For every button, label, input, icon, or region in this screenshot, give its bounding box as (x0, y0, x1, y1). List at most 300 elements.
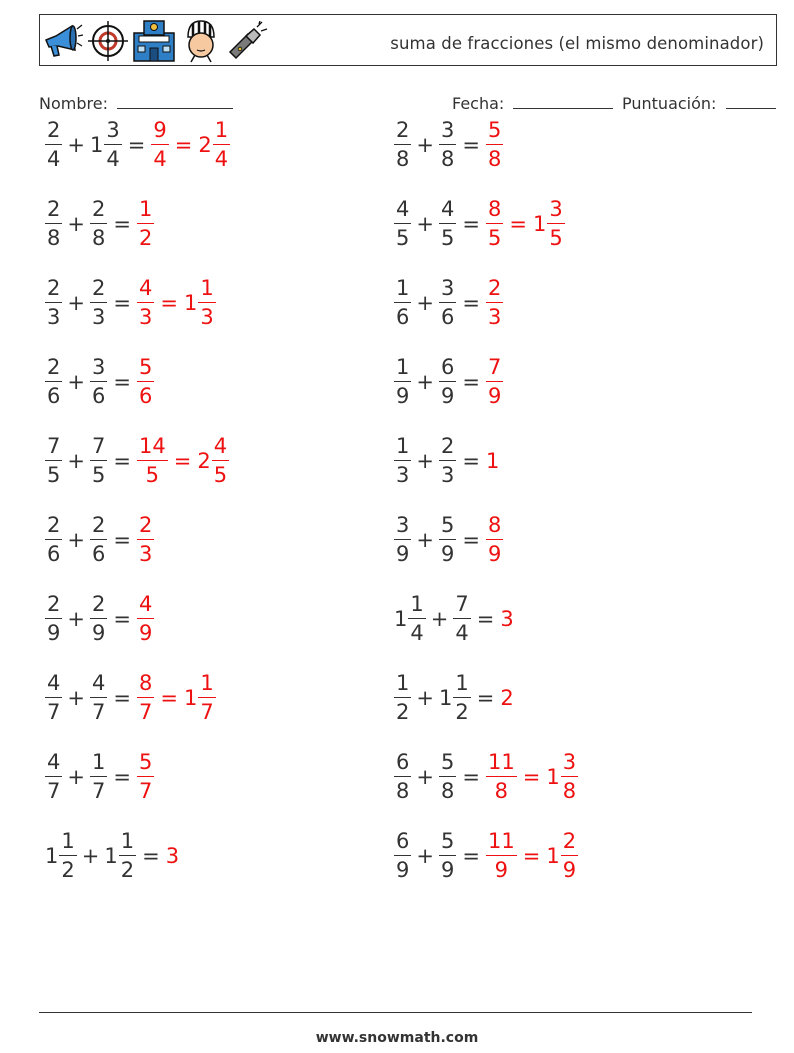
numerator: 4 (440, 196, 455, 221)
footer-url[interactable]: www.snowmath.com (315, 1030, 479, 1046)
numerator: 3 (440, 275, 455, 300)
fraction (453, 591, 470, 646)
denominator: 9 (487, 542, 502, 567)
whole-number: 1 (438, 686, 453, 710)
fraction (45, 433, 62, 488)
numerator: 3 (396, 512, 410, 537)
date-field[interactable] (452, 94, 613, 113)
fraction (137, 275, 154, 330)
equals-sign: = (113, 370, 131, 394)
fraction (394, 828, 411, 883)
operand (394, 828, 411, 883)
equals-sign: = (462, 449, 480, 473)
numerator: 8 (487, 512, 502, 537)
numerator: 5 (138, 749, 153, 774)
megaphone-icon (42, 20, 84, 62)
fraction (439, 828, 456, 883)
fraction (561, 828, 578, 883)
operand (45, 354, 62, 409)
fraction (394, 117, 411, 172)
fraction (45, 749, 62, 804)
whole-number: 1 (546, 765, 560, 789)
problem-20 (394, 826, 578, 886)
operand (45, 196, 62, 251)
numerator: 3 (549, 196, 563, 221)
numerator: 1 (138, 196, 153, 221)
denominator: 3 (487, 305, 502, 330)
operand (45, 275, 62, 330)
date-blank[interactable] (513, 94, 613, 109)
problem-13 (394, 273, 503, 333)
problem-16 (394, 510, 503, 570)
numerator: 8 (138, 670, 153, 695)
problem-4 (45, 352, 154, 412)
fraction (439, 354, 456, 409)
equals-sign: = (113, 686, 131, 710)
denominator: 5 (440, 226, 455, 251)
denominator: 3 (396, 463, 410, 488)
numerator: 2 (91, 512, 106, 537)
answer-term (137, 749, 154, 804)
answer-term (183, 670, 216, 725)
answer-term (137, 670, 154, 725)
flashlight-icon (226, 21, 268, 61)
denominator: 3 (440, 463, 455, 488)
worksheet-title: suma de fracciones (el mismo denominador) (390, 34, 764, 53)
whole-number: 2 (198, 133, 212, 157)
fraction (137, 670, 154, 725)
operand (45, 117, 62, 172)
score-blank[interactable] (726, 94, 776, 109)
operand (90, 433, 107, 488)
equals-sign: = (113, 449, 131, 473)
denominator: 7 (138, 700, 153, 725)
fraction (90, 433, 107, 488)
fraction (486, 196, 503, 251)
fraction (439, 433, 456, 488)
denominator: 6 (47, 384, 61, 409)
fraction (137, 354, 154, 409)
denominator: 6 (396, 305, 410, 330)
numerator: 5 (440, 512, 455, 537)
answer-whole: 3 (500, 607, 514, 631)
problem-9 (45, 747, 154, 807)
whole-number: 1 (532, 212, 547, 236)
operand (439, 196, 456, 251)
fraction (90, 354, 107, 409)
denominator: 3 (91, 305, 106, 330)
fraction (137, 433, 168, 488)
plus-sign: + (81, 844, 100, 868)
fraction (90, 749, 107, 804)
answer-term (183, 275, 216, 330)
fraction (137, 512, 154, 567)
date-label: Fecha: (452, 94, 505, 113)
numerator: 1 (61, 828, 75, 853)
denominator: 8 (396, 147, 410, 172)
fraction (45, 117, 62, 172)
fraction (547, 196, 564, 251)
equals-sign: = (462, 212, 480, 236)
denominator: 3 (200, 305, 214, 330)
answer-term (486, 196, 503, 251)
numerator: 3 (91, 354, 106, 379)
problem-19 (394, 747, 578, 807)
fraction (90, 275, 107, 330)
numerator: 4 (47, 670, 61, 695)
operand (90, 670, 107, 725)
problem-5 (45, 431, 229, 491)
score-label: Puntuación: (622, 94, 717, 113)
equals-sign: = (462, 844, 480, 868)
answer-term (137, 196, 154, 251)
fraction (439, 749, 456, 804)
denominator: 9 (396, 542, 410, 567)
operand (90, 749, 107, 804)
fraction (90, 196, 107, 251)
denominator: 9 (440, 542, 455, 567)
denominator: 2 (120, 858, 135, 883)
numerator: 4 (138, 275, 153, 300)
whole-number: 1 (89, 133, 104, 157)
fraction (394, 749, 411, 804)
operand (104, 828, 136, 883)
fraction (137, 196, 154, 251)
numerator: 1 (200, 670, 214, 695)
denominator: 8 (487, 147, 502, 172)
fraction (151, 117, 168, 172)
numerator: 1 (455, 670, 469, 695)
fraction (394, 670, 411, 725)
answer-term (532, 196, 565, 251)
plus-sign: + (67, 528, 85, 552)
fraction (137, 749, 154, 804)
denominator: 8 (440, 147, 455, 172)
numerator: 1 (410, 591, 424, 616)
answer-term (486, 828, 517, 883)
denominator: 5 (213, 463, 228, 488)
fraction (439, 196, 456, 251)
problem-6 (45, 510, 154, 570)
fraction (90, 512, 107, 567)
numerator: 7 (91, 433, 106, 458)
denominator: 6 (91, 384, 106, 409)
denominator: 7 (138, 779, 153, 804)
operand (439, 433, 456, 488)
problem-14 (394, 352, 503, 412)
denominator: 2 (138, 226, 153, 251)
numerator: 6 (396, 828, 410, 853)
fraction (439, 275, 456, 330)
denominator: 9 (494, 858, 509, 883)
denominator: 5 (145, 463, 160, 488)
fraction (486, 828, 517, 883)
fraction (486, 275, 503, 330)
whole-number: 1 (104, 844, 118, 868)
equals-sign: = (462, 528, 480, 552)
equals-sign: = (174, 133, 193, 157)
fraction (486, 512, 503, 567)
numerator: 1 (214, 117, 229, 142)
problem-17 (394, 589, 514, 649)
worksheet-header (39, 14, 777, 66)
numerator: 1 (396, 670, 410, 695)
answer-whole: 2 (500, 686, 514, 710)
denominator: 9 (47, 621, 61, 646)
crosshair-icon (88, 21, 128, 61)
fraction (45, 354, 62, 409)
numerator: 7 (455, 591, 469, 616)
numerator: 9 (153, 117, 167, 142)
operand (439, 275, 456, 330)
equals-sign: = (462, 133, 480, 157)
equals-sign: = (113, 607, 131, 631)
numerator: 1 (396, 433, 410, 458)
numerator: 2 (47, 591, 61, 616)
plus-sign: + (416, 212, 434, 236)
denominator: 6 (138, 384, 153, 409)
answer-whole: 1 (485, 449, 500, 473)
denominator: 5 (91, 463, 106, 488)
operand (394, 591, 426, 646)
numerator: 2 (138, 512, 153, 537)
operand (394, 354, 411, 409)
denominator: 5 (487, 226, 502, 251)
numerator: 6 (440, 354, 455, 379)
fraction (59, 828, 76, 883)
denominator: 3 (138, 305, 153, 330)
denominator: 4 (410, 621, 424, 646)
numerator: 4 (396, 196, 410, 221)
fraction (137, 591, 154, 646)
numerator: 3 (562, 749, 577, 774)
numerator: 2 (91, 196, 106, 221)
denominator: 9 (562, 858, 577, 883)
operand (394, 117, 411, 172)
denominator: 8 (47, 226, 61, 251)
problem-3 (45, 273, 216, 333)
numerator: 3 (106, 117, 120, 142)
plus-sign: + (416, 370, 434, 394)
operand (394, 433, 411, 488)
operand (394, 275, 411, 330)
denominator: 2 (396, 700, 410, 725)
name-label: Nombre: (39, 94, 108, 113)
operand (89, 117, 122, 172)
answer-term (486, 117, 503, 172)
plus-sign: + (67, 370, 85, 394)
plus-sign: + (67, 449, 85, 473)
numerator: 7 (487, 354, 502, 379)
fraction (45, 670, 62, 725)
answer-term (486, 275, 503, 330)
equals-sign: = (173, 449, 192, 473)
plus-sign: + (67, 765, 85, 789)
equals-sign: = (476, 607, 495, 631)
whole-number: 1 (394, 607, 408, 631)
problem-18 (394, 668, 514, 728)
whole-number: 2 (197, 449, 211, 473)
plus-sign: + (416, 844, 434, 868)
answer-whole: 3 (165, 844, 180, 868)
numerator: 2 (47, 196, 61, 221)
fraction (90, 670, 107, 725)
equals-sign: = (127, 133, 146, 157)
plus-sign: + (67, 212, 85, 236)
whole-number: 1 (45, 844, 59, 868)
denominator: 9 (440, 384, 455, 409)
denominator: 3 (138, 542, 153, 567)
problem-7 (45, 589, 154, 649)
denominator: 7 (200, 700, 214, 725)
plus-sign: + (416, 291, 434, 315)
numerator: 2 (47, 117, 61, 142)
numerator: 4 (91, 670, 106, 695)
operand (394, 196, 411, 251)
equals-sign: = (462, 370, 480, 394)
problem-10 (45, 826, 179, 886)
operand (394, 512, 411, 567)
equals-sign: = (113, 291, 131, 315)
denominator: 8 (494, 779, 509, 804)
equals-sign: = (113, 212, 131, 236)
equals-sign: = (476, 686, 495, 710)
operand (439, 117, 456, 172)
numerator: 2 (487, 275, 502, 300)
numerator: 1 (120, 828, 135, 853)
operand (438, 670, 471, 725)
equals-sign: = (462, 765, 480, 789)
answer-term (486, 354, 503, 409)
fraction (453, 670, 470, 725)
numerator: 2 (91, 591, 106, 616)
numerator: 5 (487, 117, 502, 142)
fraction (45, 512, 62, 567)
plus-sign: + (416, 528, 434, 552)
numerator: 4 (47, 749, 61, 774)
operand (90, 512, 107, 567)
denominator: 3 (47, 305, 61, 330)
denominator: 8 (91, 226, 106, 251)
numerator: 1 (91, 749, 106, 774)
denominator: 4 (47, 147, 61, 172)
answer-term (137, 591, 154, 646)
plus-sign: + (416, 686, 434, 710)
fraction (394, 354, 411, 409)
equals-sign: = (462, 291, 480, 315)
police-station-icon (132, 19, 176, 63)
operand (90, 196, 107, 251)
numerator: 2 (562, 828, 577, 853)
fraction (198, 275, 215, 330)
denominator: 9 (396, 384, 410, 409)
denominator: 8 (396, 779, 410, 804)
operand (45, 749, 62, 804)
answer-term (137, 433, 168, 488)
denominator: 6 (47, 542, 61, 567)
numerator: 11 (487, 749, 515, 774)
denominator: 2 (455, 700, 469, 725)
prisoner-icon (180, 19, 222, 63)
fraction (486, 354, 503, 409)
numerator: 2 (47, 275, 61, 300)
fraction (486, 749, 517, 804)
equals-sign: = (160, 686, 178, 710)
numerator: 3 (440, 117, 455, 142)
plus-sign: + (416, 765, 434, 789)
numerator: 2 (396, 117, 410, 142)
denominator: 9 (440, 858, 455, 883)
answer-term (486, 512, 503, 567)
equals-sign: = (113, 528, 131, 552)
fraction (212, 433, 229, 488)
denominator: 5 (549, 226, 563, 251)
fraction (45, 196, 62, 251)
numerator: 7 (47, 433, 61, 458)
equals-sign: = (160, 291, 178, 315)
numerator: 2 (440, 433, 455, 458)
numerator: 1 (396, 275, 410, 300)
fraction (394, 275, 411, 330)
fraction (486, 117, 503, 172)
denominator: 7 (47, 700, 61, 725)
numerator: 2 (91, 275, 106, 300)
answer-term (546, 749, 578, 804)
fraction (45, 275, 62, 330)
operand (439, 749, 456, 804)
fraction (561, 749, 578, 804)
problem-2 (45, 194, 154, 254)
denominator: 4 (106, 147, 120, 172)
answer-term (151, 117, 168, 172)
whole-number: 1 (183, 291, 198, 315)
equals-sign: = (142, 844, 160, 868)
plus-sign: + (416, 133, 434, 157)
numerator: 1 (396, 354, 410, 379)
operand (439, 828, 456, 883)
name-field[interactable] (39, 94, 233, 113)
denominator: 4 (214, 147, 229, 172)
problem-12 (394, 194, 565, 254)
name-blank[interactable] (117, 94, 233, 109)
score-field[interactable] (622, 94, 776, 113)
operand (45, 828, 77, 883)
fraction (104, 117, 121, 172)
answer-term (137, 275, 154, 330)
fraction (45, 591, 62, 646)
numerator: 4 (213, 433, 228, 458)
whole-number: 1 (546, 844, 560, 868)
fraction (394, 433, 411, 488)
answer-term (197, 433, 229, 488)
operand (45, 591, 62, 646)
fraction (439, 117, 456, 172)
whole-number: 1 (183, 686, 198, 710)
answer-term (137, 354, 154, 409)
plus-sign: + (430, 607, 449, 631)
denominator: 7 (91, 700, 106, 725)
numerator: 6 (396, 749, 410, 774)
operand (439, 354, 456, 409)
operand (90, 275, 107, 330)
problem-15 (394, 431, 499, 491)
answer-term (137, 512, 154, 567)
numerator: 5 (440, 749, 455, 774)
fraction (119, 828, 136, 883)
numerator: 5 (138, 354, 153, 379)
operand (45, 512, 62, 567)
fraction (213, 117, 230, 172)
